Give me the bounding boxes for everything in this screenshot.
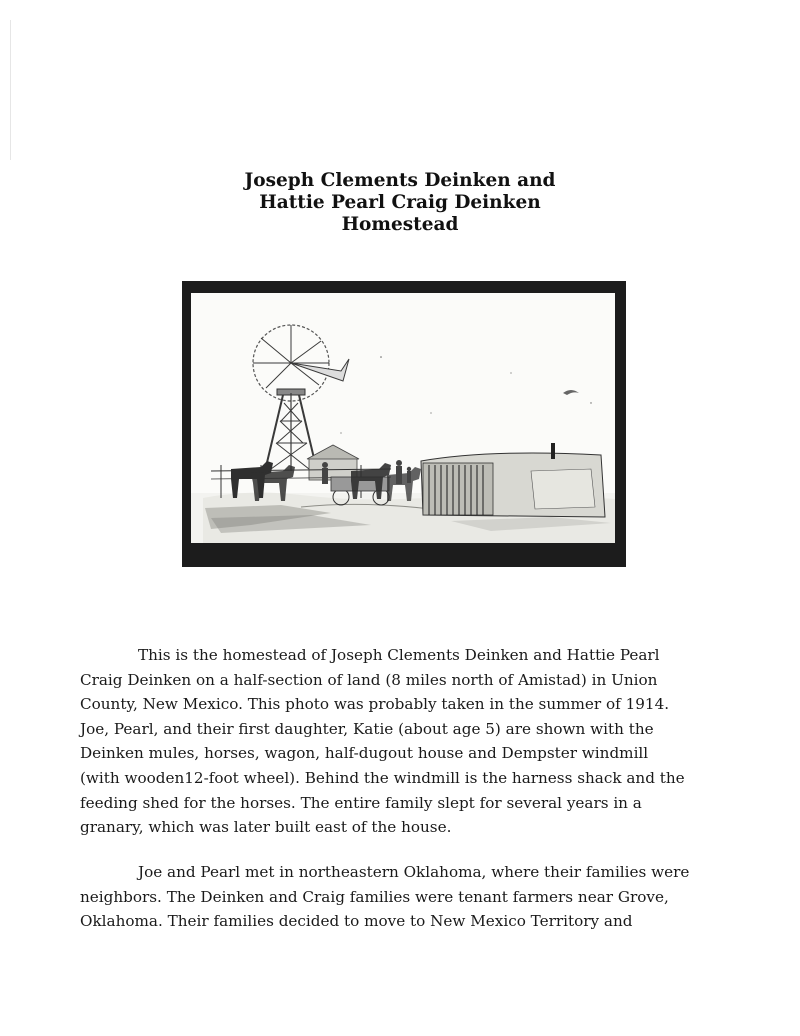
paragraph-line: (with wooden12-foot wheel). Behind the windmill is the harness shack and the bbox=[80, 768, 685, 787]
paragraph-line: Oklahoma. Their families decided to move to New Mexico Territory and bbox=[80, 912, 633, 931]
page-title bbox=[150, 170, 650, 236]
paragraph-line: Joe, Pearl, and their first daughter, Katie (about age 5) are shown with the bbox=[80, 719, 654, 738]
title-line: Joseph Clements Deinken and bbox=[244, 170, 556, 191]
paragraph-line: This is the homestead of Joseph Clements Deinken and Hattie Pearl bbox=[138, 646, 660, 664]
paragraph-line: granary, which was later built east of the house. bbox=[80, 818, 452, 837]
paragraph-line: Deinken mules, horses, wagon, half-dugout house and Dempster windmill bbox=[80, 744, 649, 763]
paragraph-line: neighbors. The Deinken and Craig families were tenant farmers near Grove, bbox=[80, 887, 669, 906]
homestead-photo-illustration bbox=[191, 293, 615, 543]
photo-frame bbox=[182, 281, 626, 567]
paragraph-homestead bbox=[80, 643, 720, 840]
paragraph-line: feeding shed for the horses. The entire family slept for several years in a bbox=[80, 793, 642, 812]
paragraph-line: Craig Deinken on a half-section of land (8 miles north of Amistad) in Union bbox=[80, 670, 658, 689]
title-line: Homestead bbox=[341, 214, 459, 235]
page-edge-rule bbox=[10, 20, 11, 160]
paragraph-line: County, New Mexico. This photo was probably taken in the summer of 1914. bbox=[80, 695, 670, 714]
paragraph-line: Joe and Pearl met in northeastern Oklahoma, where their families were bbox=[138, 863, 690, 881]
homestead-photo bbox=[191, 293, 615, 543]
paragraph-families bbox=[80, 860, 720, 934]
title-line: Hattie Pearl Craig Deinken bbox=[259, 192, 541, 213]
